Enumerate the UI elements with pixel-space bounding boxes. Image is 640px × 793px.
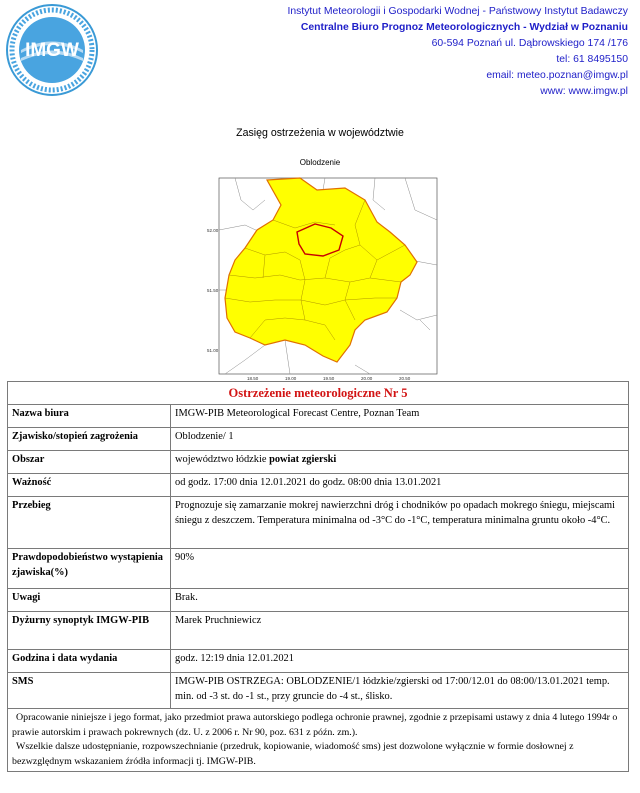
row-value: 90%: [171, 549, 629, 589]
copyright-paragraph: Opracowanie niniejsze i jego format, jako przedmiot prawa autorskiego podlega ochronie prawnej, zgodnie z przepisami ustawy z dnia 4 lutego 1994r o prawie autorskim i prawach pokrewnych (dz. U. z 2006 r. Nr 90, poz. 631 z późn. zm.).: [12, 712, 618, 738]
warning-table: [7, 381, 629, 772]
map-title: Zasięg ostrzeżenia w województwie: [236, 127, 404, 139]
lat-label: 52.00: [207, 228, 219, 233]
row-value: IMGW-PIB Meteorological Forecast Centre, Poznan Team: [171, 405, 629, 428]
row-label: Uwagi: [8, 589, 171, 612]
row-label: Dyżurny synoptyk IMGW-PIB: [8, 612, 171, 650]
institute-phone: tel: 61 8495150: [556, 54, 628, 65]
table-row: [8, 650, 629, 673]
table-row: [8, 612, 629, 650]
row-value: Brak.: [171, 589, 629, 612]
row-label: Zjawisko/stopień zagrożenia: [8, 428, 171, 451]
table-row: [8, 709, 629, 772]
table-row: [8, 497, 629, 549]
redistribution-paragraph: Wszelkie dalsze udostępnianie, rozpowszechnianie (przedruk, kopiowanie, wiadomość sms) jest dozwolone wyłącznie w formie dosłownej z bezwzględnym wskazaniem źródła informacji tj. IMGW-PIB.: [12, 741, 574, 767]
logo-text: IMGW: [25, 40, 79, 61]
row-label: Przebieg: [8, 497, 171, 549]
lon-label: 20.00: [361, 376, 373, 381]
row-label: Nazwa biura: [8, 405, 171, 428]
area-district: powiat zgierski: [269, 454, 337, 465]
lat-label: 51.50: [207, 288, 219, 293]
row-value: IMGW-PIB OSTRZEGA: OBLODZENIE/1 łódzkie/zgierski od 17:00/12.01 do 08:00/13.01.2021 temp. min. od -3 st. do -1 st., przy gruncie do -4 st., ślisko.: [171, 673, 629, 709]
institute-website[interactable]: www: www.imgw.pl: [540, 86, 628, 97]
bureau-name: Centralne Biuro Prognoz Meteorologicznych - Wydział w Poznaniu: [300, 22, 628, 33]
copyright-notice: [8, 709, 629, 772]
row-value: godz. 12:19 dnia 12.01.2021: [171, 650, 629, 673]
row-value: od godz. 17:00 dnia 12.01.2021 do godz. 08:00 dnia 13.01.2021: [171, 474, 629, 497]
institute-header: [287, 4, 628, 100]
warning-title: Ostrzeżenie meteorologiczne Nr 5: [8, 382, 629, 405]
imgw-logo: [5, 3, 99, 97]
row-label: Ważność: [8, 474, 171, 497]
table-row: [8, 405, 629, 428]
row-value: Prognozuje się zamarzanie mokrej nawierzchni dróg i chodników po opadach mokrego śniegu, miejscami śniegu z deszczem. Temperatura minimalna od -3°C do -1°C, temperatura minimalna gruntu około -4°C.: [171, 497, 629, 549]
row-value: [171, 451, 629, 474]
table-row: [8, 549, 629, 589]
lat-label: 51.00: [207, 348, 219, 353]
lon-label: 19.00: [285, 376, 297, 381]
institute-name: Instytut Meteorologii i Gospodarki Wodnej - Państwowy Instytut Badawczy: [287, 6, 628, 17]
table-row: [8, 428, 629, 451]
institute-email[interactable]: email: meteo.poznan@imgw.pl: [486, 70, 628, 81]
table-row: [8, 673, 629, 709]
row-label: Prawdopodobieństwo wystąpienia zjawiska(%): [8, 549, 171, 589]
row-value: Marek Pruchniewicz: [171, 612, 629, 650]
map-subtitle: Oblodzenie: [299, 158, 341, 167]
row-label: SMS: [8, 673, 171, 709]
institute-address: 60-594 Poznań ul. Dąbrowskiego 174 /176: [431, 38, 628, 49]
lon-label: 19.50: [323, 376, 335, 381]
row-label: Godzina i data wydania: [8, 650, 171, 673]
table-row: [8, 589, 629, 612]
row-label: Obszar: [8, 451, 171, 474]
lon-label: 18.50: [247, 376, 259, 381]
area-prefix: województwo łódzkie: [175, 454, 270, 465]
lon-label: 20.50: [399, 376, 411, 381]
warning-map: [205, 170, 445, 382]
table-row: [8, 474, 629, 497]
table-row: [8, 451, 629, 474]
row-value: Oblodzenie/ 1: [171, 428, 629, 451]
